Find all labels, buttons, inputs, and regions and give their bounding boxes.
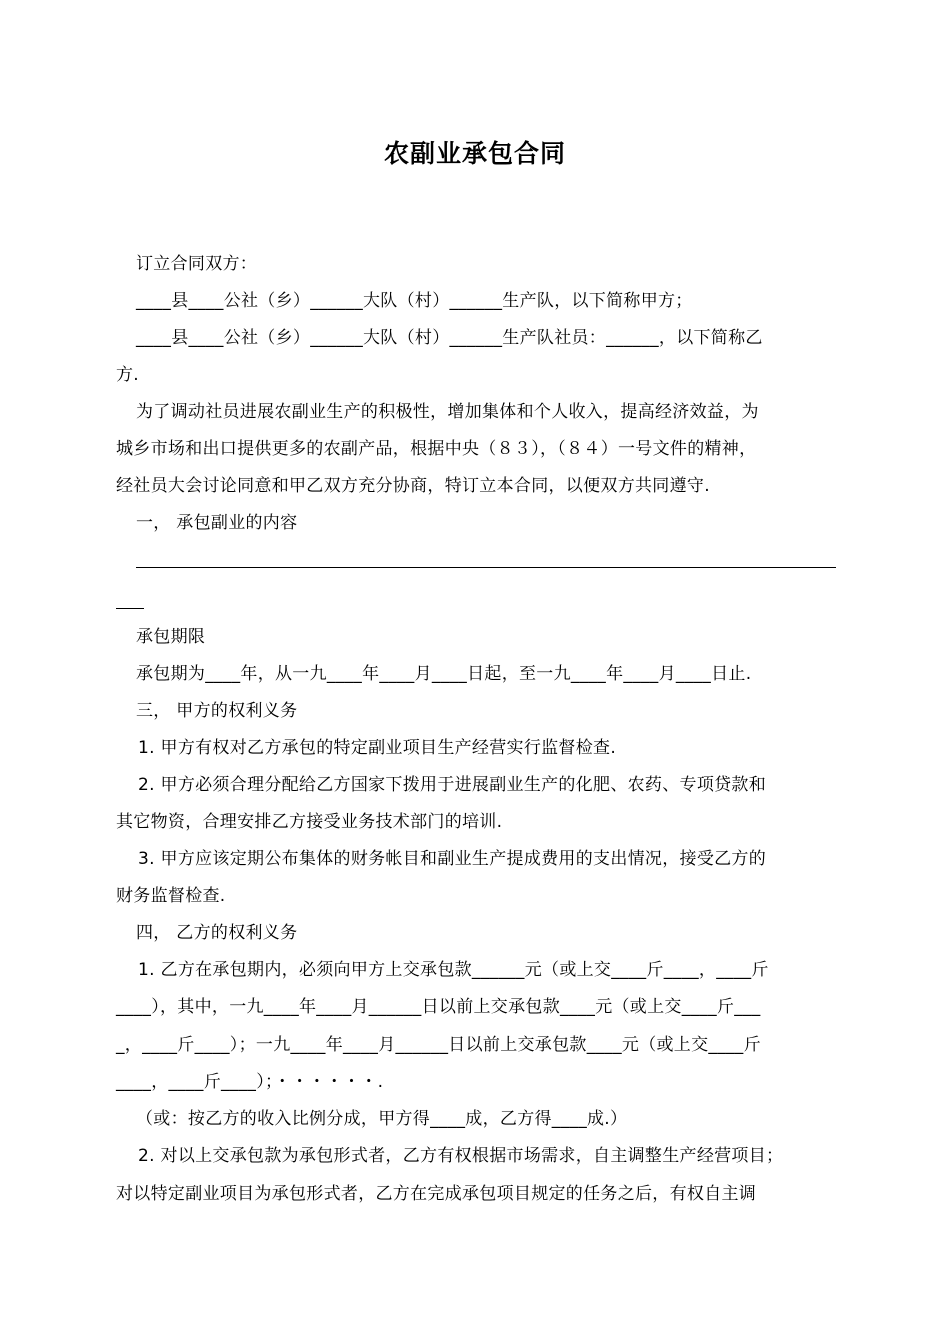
party-b-clause-2: 2. 对以上交承包款为承包形式者，乙方有权根据市场需求，自主调整生产经营项目； [138, 1146, 784, 1166]
contract-parties-heading: 订立合同双方： [136, 254, 258, 274]
term-heading: 承包期限 [136, 627, 206, 647]
party-a-clause-2: 2. 甲方必须合理分配给乙方国家下拨用于进展副业生产的化肥、农药、专项贷款和 [138, 775, 767, 795]
section-4-heading: 四， 乙方的权利义务 [136, 923, 298, 943]
preamble-line-3: 经社员大会讨论同意和甲乙双方充分协商，特订立本合同，以便双方共同遵守. [116, 476, 710, 496]
party-b-clause-1-cont-3: ____，____斤____）；・・・・・・. [116, 1072, 384, 1092]
content-blank-line [136, 567, 836, 568]
party-b-clause-2-cont: 对以特定副业项目为承包形式者，乙方在完成承包项目规定的任务之后，有权自主调 [116, 1184, 757, 1204]
section-1-heading: 一， 承包副业的内容 [136, 513, 298, 533]
document-title: 农副业承包合同 [383, 139, 566, 168]
party-b-clause-1-alt: （或：按乙方的收入比例分成，甲方得____成，乙方得____成.） [136, 1109, 628, 1129]
party-a-clause-1: 1. 甲方有权对乙方承包的特定副业项目生产经营实行监督检查. [138, 738, 617, 758]
party-a-clause-3-cont: 财务监督检查. [116, 886, 226, 906]
preamble-line-2: 城乡市场和出口提供更多的农副产品，根据中央（８３），（８４）一号文件的精神， [116, 439, 757, 459]
party-b-clause-1-cont-1: ____），其中，一九____年____月______日以前上交承包款____元（或上交____斤___ [116, 997, 761, 1017]
party-b-clause-1: 1. 乙方在承包期内，必须向甲方上交承包款______元（或上交____斤____，____斤 [138, 960, 769, 980]
party-a-line: ____县____公社（乡）______大队（村）______生产队，以下简称甲方； [136, 291, 693, 311]
section-3-heading: 三， 甲方的权利义务 [136, 701, 298, 721]
party-b-clause-1-cont-2: _，____斤____）；一九____年____月______日以前上交承包款____元（或上交____斤 [116, 1035, 761, 1055]
content-blank-line-cont [116, 608, 144, 609]
party-a-clause-2-cont: 其它物资，合理安排乙方接受业务技术部门的培训. [116, 812, 503, 832]
term-line: 承包期为____年，从一九____年____月____日起，至一九____年____月____日止. [136, 664, 752, 684]
preamble-line-1: 为了调动社员进展农副业生产的积极性，增加集体和个人收入，提高经济效益，为 [136, 402, 759, 422]
party-b-line: ____县____公社（乡）______大队（村）______生产队社员：______，以下简称乙 [136, 328, 763, 348]
party-a-clause-3: 3. 甲方应该定期公布集体的财务帐目和副业生产提成费用的支出情况，接受乙方的 [138, 849, 767, 869]
party-b-line-cont: 方. [116, 365, 140, 385]
